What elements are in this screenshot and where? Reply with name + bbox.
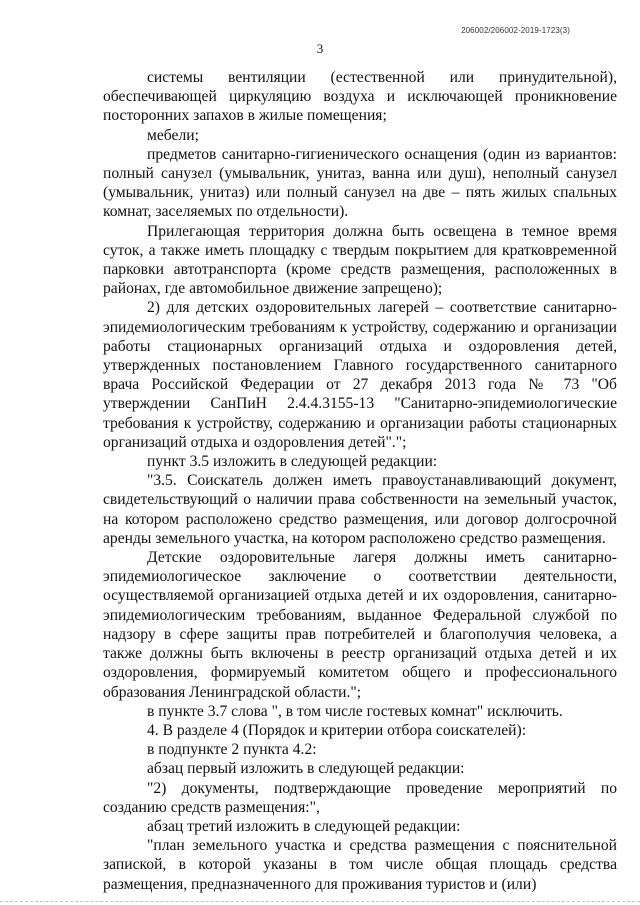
paragraph: пункт 3.5 изложить в следующей редакции: — [147, 453, 438, 471]
document-body — [103, 68, 617, 894]
paragraph: в пункте 3.7 слова ", в том числе гостевых комнат" исключить. — [147, 702, 563, 720]
paragraph: абзац третий изложить в следующей редакции: — [147, 817, 461, 835]
paragraph: "2) документы, подтверждающие проведение мероприятий по созданию средств размещения:", — [103, 779, 617, 816]
paragraph: в подпункте 2 пункта 4.2: — [147, 741, 317, 759]
paragraph: "план земельного участка и средства размещения с пояснительной запиской, в которой указаны в том числе общая площадь средства размещения, предназначенного для проживания туристов и (или) — [103, 837, 617, 893]
paragraph: 4. В разделе 4 (Порядок и критерии отбора соискателей): — [147, 721, 527, 739]
paragraph: абзац первый изложить в следующей редакции: — [147, 760, 465, 778]
document-id: 206002/206002-2019-1723(3) — [461, 26, 570, 35]
paragraph: предметов санитарно-гигиенического оснащения (один из вариантов: полный санузел (умывальник, унитаз, ванна или душ), неполный санузел (умывальник, унитаз) или полный санузел на две – пять жилых спальных комнат, заселяемых по отдельности). — [103, 145, 617, 221]
page-number: 3 — [316, 41, 324, 56]
scan-bottom-edge — [0, 901, 640, 903]
paragraph: системы вентиляции (естественной или принудительной), обеспечивающей циркуляцию воздуха и исключающей проникновение посторонних запахов в жилые помещения; — [103, 69, 617, 125]
paragraph: Прилегающая территория должна быть освещена в темное время суток, а также иметь площадку с твердым покрытием для кратковременной парковки автотранспорта (кроме средств размещения, расположенных в районах, где автомобильное движение запрещено); — [103, 222, 617, 298]
paragraph: мебели; — [147, 126, 199, 144]
paragraph: "3.5. Соискатель должен иметь правоустанавливающий документ, свидетельствующий о наличии права собственности на земельный участок, на котором расположено средство размещения, или договор долгосрочной аренды земельного участка, на котором расположено средство размещения. — [103, 472, 617, 547]
paragraph: Детские оздоровительные лагеря должны иметь санитарно-эпидемиологическое заключение о соответствии деятельности, осуществляемой организацией отдыха детей и их оздоровления, санитарно-эпидемиологическим требованиям, выданное Федеральной службой по надзору в сфере защиты прав потребителей и благополучия человека, а также должны быть включены в реестр организаций отдыха детей и их оздоровления, формируемый комитетом общего и профессионального образования Ленинградской области."; — [103, 549, 617, 701]
paragraph: 2) для детских оздоровительных лагерей – соответствие санитарно-эпидемиологическим требованиям к устройству, содержанию и организации работы стационарных организаций отдыха и оздоровления детей, утвержденных постановлением Главного государственного санитарного врача Российской Федерации от 27 декабря 2013 года № 73 "Об утверждении СанПиН 2.4.4.3155-13 "Санитарно-эпидемиологические требования к устройству, содержанию и организации работы стационарных организаций отдыха и оздоровления детей"."; — [103, 299, 617, 451]
